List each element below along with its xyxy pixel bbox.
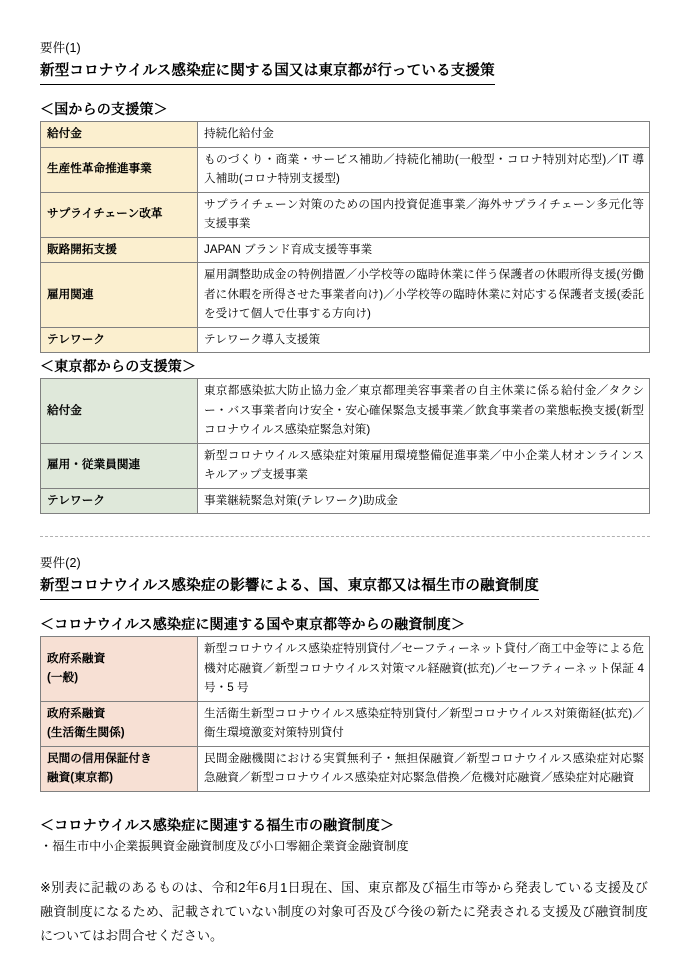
table-row — [41, 327, 650, 353]
table-row — [41, 192, 650, 237]
fussa-loan-bullet: ・福生市中小企業振興資金融資制度及び小口零細企業資金融資制度 — [40, 838, 409, 853]
row-value: 事業継続緊急対策(テレワーク)助成金 — [198, 488, 650, 514]
row-key: テレワーク — [41, 488, 198, 514]
row-value: 持続化給付金 — [198, 122, 650, 148]
table-row — [41, 443, 650, 488]
row-key: サプライチェーン改革 — [41, 192, 198, 237]
table-row — [41, 122, 650, 148]
table-row — [41, 701, 650, 746]
row-key: 給付金 — [41, 379, 198, 444]
loan-programs-table — [40, 636, 650, 792]
row-key — [41, 701, 198, 746]
table-row — [41, 746, 650, 791]
fussa-loan-heading: ＜コロナウイルス感染症に関連する福生市の融資制度＞ — [40, 816, 395, 833]
tokyo-support-heading: ＜東京都からの支援策＞ — [40, 358, 197, 374]
requirement-1-label: 要件(1) — [40, 41, 81, 55]
tokyo-support-table — [40, 378, 650, 514]
row-key-line-2: 融資(東京都) — [47, 771, 114, 784]
table-row — [41, 237, 650, 263]
row-key — [41, 746, 198, 791]
row-value: 民間金融機関における実質無利子・無担保融資／新型コロナウイルス感染症対応緊急融資／新型コロナウイルス感染症対応緊急借換／危機対応融資／感染症対応融資 — [198, 746, 650, 791]
row-value: 雇用調整助成金の特例措置／小学校等の臨時休業に伴う保護者の休暇所得支援(労働者に休暇を所得させた事業者向け)／小学校等の臨時休業に対応する保護者支援(委託を受けて個人で仕事する方向け) — [198, 263, 650, 328]
table-row — [41, 379, 650, 444]
row-key: テレワーク — [41, 327, 198, 353]
row-key: 生産性革命推進事業 — [41, 147, 198, 192]
table-row — [41, 488, 650, 514]
row-key: 販路開拓支援 — [41, 237, 198, 263]
national-support-table — [40, 121, 650, 353]
row-key-line-2: (一般) — [47, 671, 79, 685]
footnote-text: ※別表に記載のあるものは、令和2年6月1日現在、国、東京都及び福生市等から発表している支援及び融資制度になるため、記載されていない制度の対象可否及び今後の新たに発表される支援及び融資制度についてはお問合せください。 — [40, 879, 648, 943]
loan-programs-heading: ＜コロナウイルス感染症に関連する国や東京都等からの融資制度＞ — [40, 616, 466, 632]
requirement-2-label: 要件(2) — [40, 556, 81, 570]
row-key-line-1: 民間の信用保証付き — [47, 751, 152, 765]
row-key-line-1: 政府系融資 — [47, 706, 106, 720]
row-value: テレワーク導入支援策 — [198, 327, 650, 353]
row-value: 生活衛生新型コロナウイルス感染症特別貸付／新型コロナウイルス対策衛経(拡充)／衛生環境激変対策特別貸付 — [198, 701, 650, 746]
row-value: 新型コロナウイルス感染症対策雇用環境整備促進事業／中小企業人材オンラインスキルアップ支援事業 — [198, 443, 650, 488]
requirement-2-title: 新型コロナウイルス感染症の影響による、国、東京都又は福生市の融資制度 — [40, 574, 539, 600]
table-row — [41, 263, 650, 328]
row-key — [41, 637, 198, 702]
table-row — [41, 637, 650, 702]
row-value: 東京都感染拡大防止協力金／東京都理美容事業者の自主休業に係る給付金／タクシー・バス事業者向け安全・安心確保緊急支援事業／飲食事業者の業態転換支援(新型コロナウイルス感染症緊急対策) — [198, 379, 650, 444]
row-key-line-1: 政府系融資 — [47, 651, 106, 665]
row-value: サプライチェーン対策のための国内投資促進事業／海外サプライチェーン多元化等支援事業 — [198, 192, 650, 237]
national-support-heading: ＜国からの支援策＞ — [40, 101, 168, 117]
row-key: 雇用・従業員関連 — [41, 443, 198, 488]
requirement-1-title: 新型コロナウイルス感染症に関する国又は東京都が行っている支援策 — [40, 59, 495, 85]
table-row — [41, 147, 650, 192]
row-key: 雇用関連 — [41, 263, 198, 328]
row-value: 新型コロナウイルス感染症特別貸付／セーフティーネット貸付／商工中金等による危機対応融資／新型コロナウイルス対策マル経融資(拡充)／セーフティーネット保証 4 号・5 号 — [198, 637, 650, 702]
requirement-2-block — [40, 553, 650, 856]
requirement-1-block — [40, 38, 650, 514]
row-value: JAPAN ブランド育成支援等事業 — [198, 237, 650, 263]
row-key: 給付金 — [41, 122, 198, 148]
row-value: ものづくり・商業・サービス補助／持続化補助(一般型・コロナ特別対応型)／IT 導入補助(コロナ特別支援型) — [198, 147, 650, 192]
row-key-line-2: (生活衛生関係) — [47, 726, 125, 739]
